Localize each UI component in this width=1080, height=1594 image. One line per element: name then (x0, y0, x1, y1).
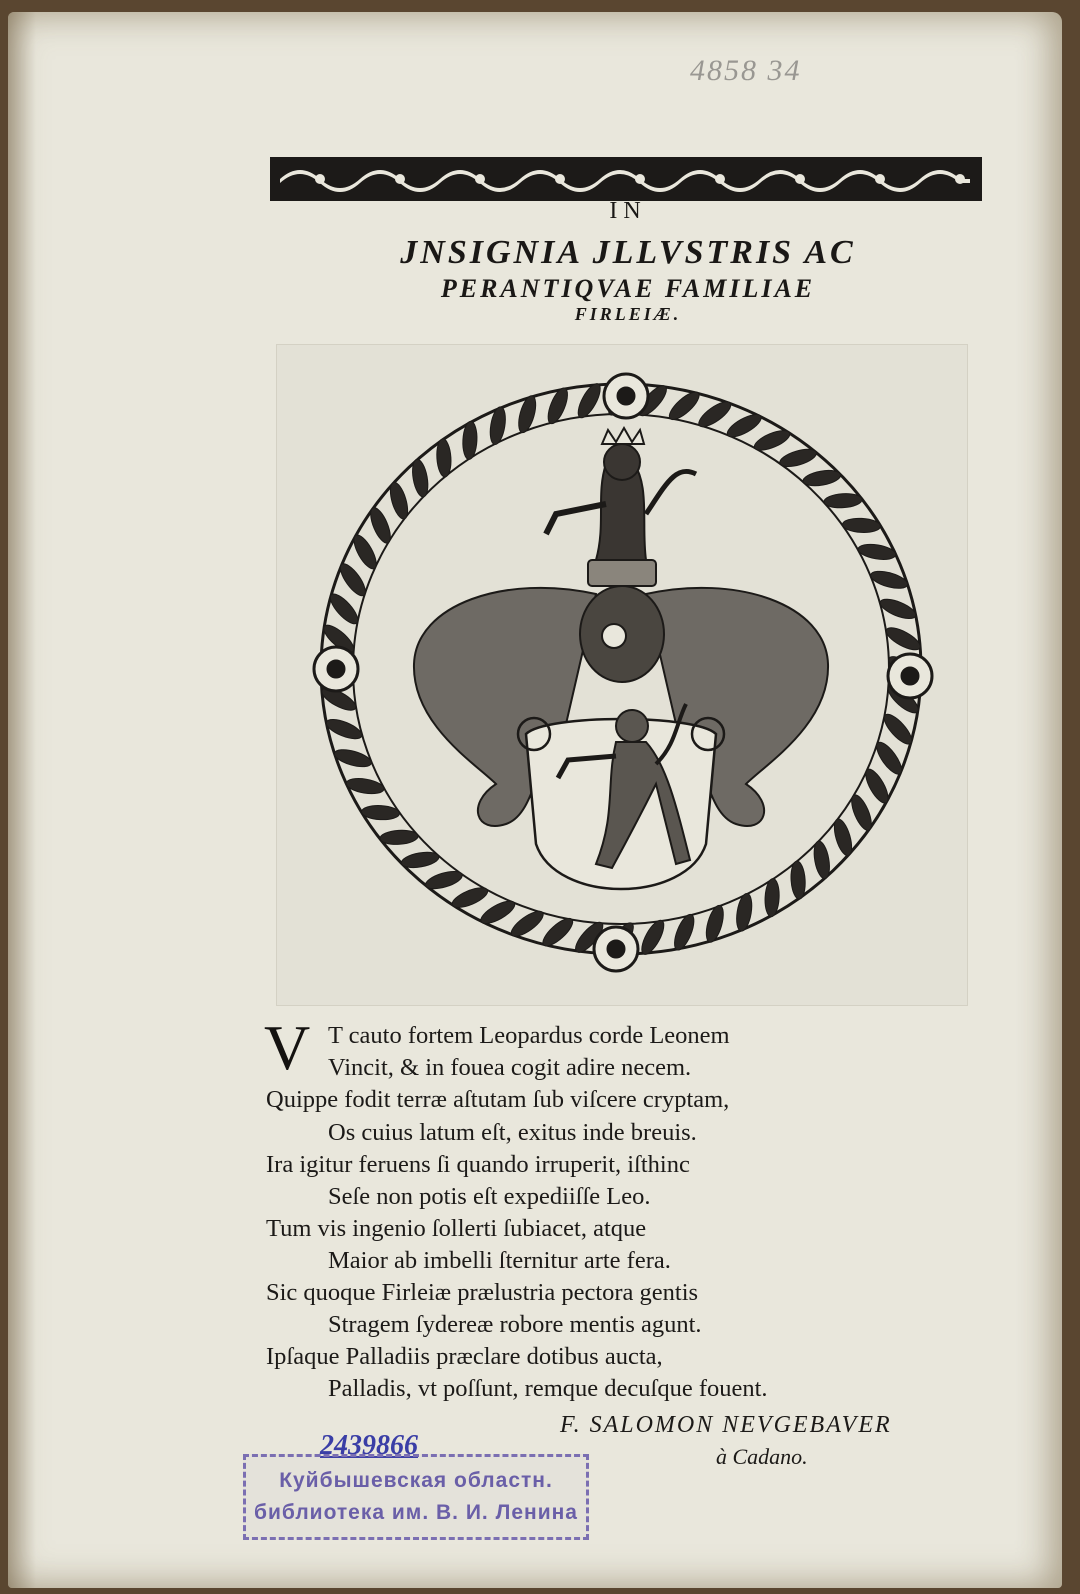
laurel-leaf (508, 907, 547, 941)
laurel-leaf (831, 817, 855, 857)
laurel-leaf (824, 493, 863, 509)
author-signature: F. SALOMON NEVGEBAVER (560, 1412, 892, 1438)
ornamental-border (270, 155, 982, 203)
laurel-leaf (350, 532, 381, 572)
laurel-leaf (450, 884, 490, 912)
laurel-leaf (724, 410, 764, 441)
page-gutter-shadow (8, 12, 36, 1588)
helmet-icon (580, 560, 664, 682)
heading-in: IN (609, 198, 647, 224)
laurel-leaf (539, 914, 577, 950)
poem-line: Maior ab imbelli ſternitur arte fera. (328, 1247, 671, 1274)
poem-line: Tum vis ingenio ſollerti ſubiacet, atque (266, 1215, 647, 1242)
heading-line-1: JNSIGNIA JLLVSTRIS AC (400, 234, 856, 271)
laurel-leaf (387, 480, 411, 520)
laurel-leaf (400, 850, 440, 870)
poem-line: Ipſaque Palladiis præclare dotibus aucta, (266, 1343, 663, 1370)
laurel-leaf (861, 766, 892, 806)
laurel-leaf (880, 710, 916, 748)
laurel-leaf (802, 468, 842, 488)
stamp-line-2: библиотека им. В. И. Ленина (254, 1501, 578, 1524)
library-stamp (243, 1454, 589, 1540)
poem-line: Palladis, vt poſſunt, remque decuſque fouent. (328, 1375, 768, 1402)
laurel-leaf (436, 438, 452, 477)
laurel-leaf (336, 560, 370, 599)
laurel-leaf (478, 897, 518, 928)
heading-line-3: FIRLEIÆ. (574, 304, 682, 324)
poem-line: T cauto fortem Leopardus corde Leonem (328, 1022, 730, 1049)
stamp-line-1: Куйбышевская областн. (279, 1469, 553, 1492)
laurel-leaf (410, 458, 430, 498)
laurel-leaf (812, 840, 832, 880)
laurel-leaf (872, 739, 906, 778)
poem-line: Seſe non potis eſt expediiſſe Leo. (328, 1183, 651, 1210)
laurel-leaf (695, 397, 734, 431)
poem-line: Vincit, & in fouea cogit adire necem. (328, 1054, 692, 1081)
poem-line: Os cuius latum eſt, exitus inde breuis. (328, 1119, 697, 1146)
poem-line: Ira igitur feruens ſi quando irruperit, iſthinc (266, 1151, 690, 1178)
coat-of-arms-engraving (306, 364, 936, 974)
laurel-leaf (790, 861, 806, 900)
laurel-leaf (424, 868, 464, 892)
laurel-leaf (848, 792, 876, 832)
laurel-leaf (326, 590, 362, 628)
poem-line: Sic quoque Firleiæ prælustria pectora gentis (266, 1279, 699, 1306)
laurel-leaf (367, 505, 395, 545)
crest-lion-icon (546, 428, 696, 560)
author-place: à Cadano. (716, 1444, 808, 1469)
heading-line-2: PERANTIQVAE FAMILIAE (440, 274, 816, 303)
poem-line: Quippe fodit terræ aſtutam ſub viſcere cryptam, (266, 1086, 730, 1113)
book-page (8, 12, 1062, 1588)
poem-line: Stragem ſydereæ robore mentis agunt. (328, 1311, 702, 1338)
laurel-leaf (752, 427, 792, 455)
laurel-leaf (778, 446, 818, 470)
laurel-leaf (380, 829, 419, 845)
manuscript-note: 4858 34 (690, 54, 802, 87)
laurel-leaf (665, 388, 703, 424)
shelfmark-number: 2439866 (320, 1430, 418, 1461)
poem-dropcap: V (264, 1012, 311, 1083)
